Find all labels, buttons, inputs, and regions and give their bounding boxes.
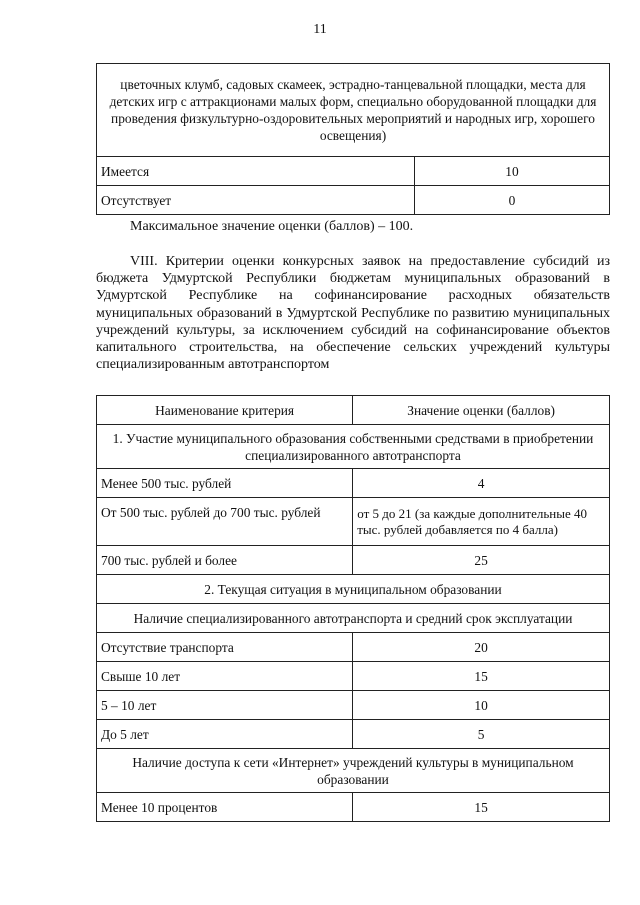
- row-label: До 5 лет: [97, 720, 353, 749]
- table-row: [97, 662, 610, 691]
- row-value: 4: [353, 469, 610, 498]
- table-row: [97, 498, 610, 546]
- section-1-title: 1. Участие муниципального образования собственными средствами в приобретении специализированного автотранспорта: [97, 425, 610, 469]
- column-header-criterion: Наименование критерия: [97, 396, 353, 425]
- row-value: 15: [353, 662, 610, 691]
- table-top-header: цветочных клумб, садовых скамеек, эстрадно-танцевальной площадки, места для детских игр с аттракционами малых форм, специально оборудованной площадки для проведения физкультурно-оздоровительных мероприятий и народных игр, хорошего освещения): [97, 64, 610, 157]
- row-label: 5 – 10 лет: [97, 691, 353, 720]
- row-label: Отсутствует: [97, 186, 415, 215]
- table-row: [97, 720, 610, 749]
- row-label: Имеется: [97, 157, 415, 186]
- table-row: [97, 793, 610, 822]
- row-value: 10: [353, 691, 610, 720]
- row-label: От 500 тыс. рублей до 700 тыс. рублей: [97, 498, 353, 546]
- row-value: 0: [414, 186, 609, 215]
- section-2-title: 2. Текущая ситуация в муниципальном образовании: [97, 575, 610, 604]
- table-row: [97, 691, 610, 720]
- row-value: 10: [414, 157, 609, 186]
- section-heading: VIII. Критерии оценки конкурсных заявок на предоставление субсидий из бюджета Удмуртской Республики бюджетам муниципальных образований в Удмуртской Республике на софинансирование расходных обязательств муниципальных образований в Удмуртской Республике по развитию муниципальных учреждений культуры, за исключением субсидий на софинансирование объектов капитального строительства, на обеспечение сельских учреждений культуры специализированным автотранспортом: [96, 254, 610, 373]
- criteria-table-continued: [96, 63, 610, 215]
- row-label: Свыше 10 лет: [97, 662, 353, 691]
- table-row: [97, 157, 610, 186]
- row-label: Менее 500 тыс. рублей: [97, 469, 353, 498]
- row-label: Отсутствие транспорта: [97, 633, 353, 662]
- row-value: от 5 до 21 (за каждые дополнительные 40 тыс. рублей добавляется по 4 балла): [353, 498, 610, 546]
- table-row: [97, 469, 610, 498]
- row-label: 700 тыс. рублей и более: [97, 546, 353, 575]
- row-value: 5: [353, 720, 610, 749]
- column-header-score: Значение оценки (баллов): [353, 396, 610, 425]
- table-row: [97, 186, 610, 215]
- page-number: 11: [313, 22, 327, 37]
- row-value: 25: [353, 546, 610, 575]
- table-header-row: [97, 396, 610, 425]
- row-value: 15: [353, 793, 610, 822]
- row-value: 20: [353, 633, 610, 662]
- row-label: Менее 10 процентов: [97, 793, 353, 822]
- criteria-table: [96, 395, 610, 822]
- table-row: [97, 546, 610, 575]
- subsection-internet-title: Наличие доступа к сети «Интернет» учреждений культуры в муниципальном образовании: [97, 749, 610, 793]
- max-score-text: Максимальное значение оценки (баллов) – 100.: [130, 219, 414, 234]
- subsection-transport-title: Наличие специализированного автотранспорта и средний срок эксплуатации: [97, 604, 610, 633]
- table-row: [97, 633, 610, 662]
